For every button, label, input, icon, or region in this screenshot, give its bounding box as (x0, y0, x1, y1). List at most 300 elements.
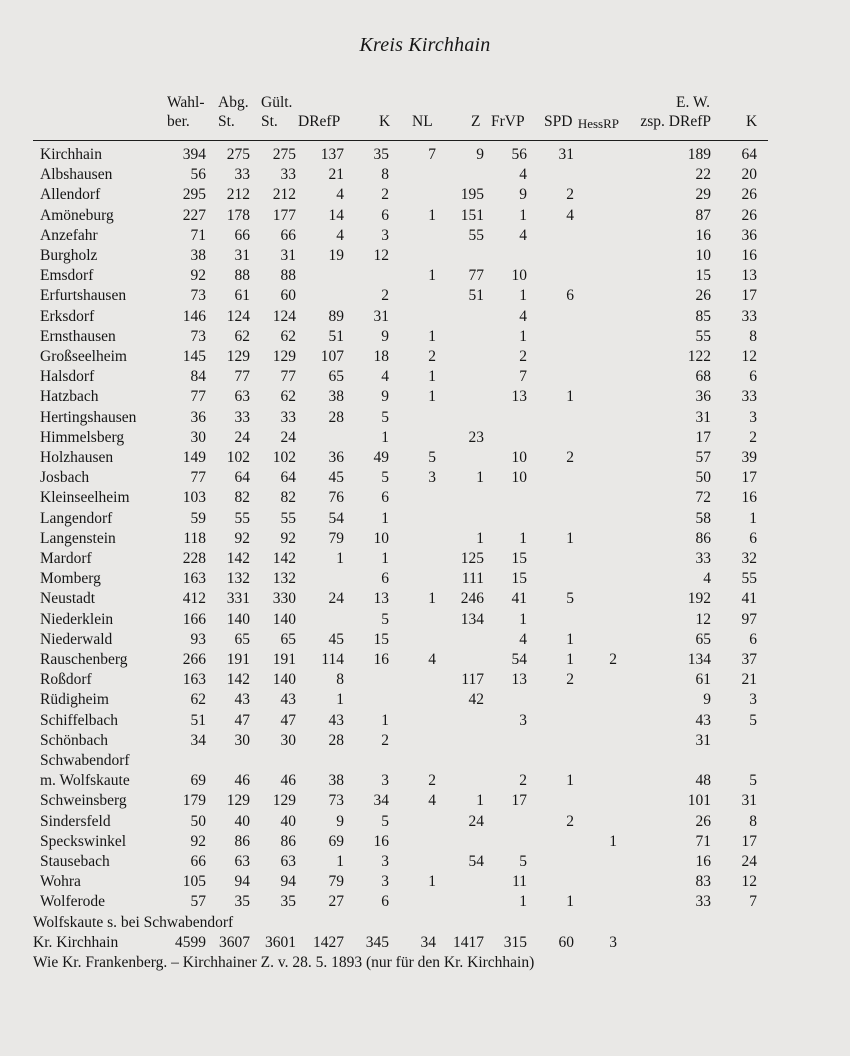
cell-value: 129 (226, 792, 250, 810)
cell-value: 36 (741, 226, 757, 244)
cell-value: 47 (234, 711, 250, 729)
cell-value: 45 (328, 469, 344, 487)
cell-value: 6 (381, 893, 389, 911)
row-name: Speckswinkel (40, 832, 127, 850)
cell-value: 84 (190, 368, 206, 386)
cell-value: 4 (428, 651, 436, 668)
cell-value: 142 (226, 550, 250, 567)
cell-value: 2 (566, 671, 574, 689)
cell-value: 32 (741, 550, 757, 567)
cell-value: 1 (519, 610, 527, 628)
cell-value: 65 (234, 630, 250, 648)
cell-value: 94 (234, 873, 250, 891)
cell-value: 16 (741, 489, 757, 507)
row-name: Ernsthausen (40, 327, 116, 345)
cell-value: 38 (190, 247, 206, 264)
cell-value: 49 (373, 449, 389, 466)
cell-value: 34 (190, 731, 206, 749)
cell-value: 189 (687, 146, 711, 163)
cell-value: 66 (280, 226, 296, 244)
cell-value: 1 (749, 509, 757, 527)
cell-value: 140 (272, 671, 296, 689)
cell-value: 191 (226, 651, 250, 668)
cell-value: 9 (703, 691, 711, 709)
row-name: Rüdigheim (40, 691, 109, 709)
row-name: Hertingshausen (40, 408, 137, 426)
cell-value: 27 (328, 893, 344, 911)
table-title: Kreis Kirchhain (359, 34, 491, 56)
row-name: Schiffelbach (40, 711, 119, 729)
cell-value: 31 (741, 792, 757, 810)
cell-value: 55 (468, 226, 484, 244)
cell-value: 122 (687, 348, 711, 365)
cell-value: 46 (280, 772, 296, 790)
row-name: Langenstein (40, 529, 116, 547)
cell-value: 82 (234, 489, 250, 507)
cell-value: 1 (336, 853, 344, 870)
cell-value: 137 (320, 146, 344, 163)
row-name: Emsdorf (40, 267, 94, 285)
cell-value: 55 (234, 509, 250, 527)
cell-value: 1 (566, 772, 574, 790)
cell-value: 77 (190, 388, 206, 406)
cell-value: 30 (190, 428, 206, 446)
cell-value: 1 (336, 691, 344, 709)
cell-value: 26 (695, 287, 711, 305)
cell-value: 295 (182, 186, 206, 204)
cell-value: 3 (749, 691, 757, 709)
cell-value: 3 (381, 873, 389, 891)
cell-value: 246 (460, 590, 484, 608)
row-name: Schwabendorf (40, 752, 130, 769)
cell-value: 8 (749, 327, 757, 345)
cell-value: 15 (695, 267, 711, 285)
cell-value: 64 (234, 469, 250, 487)
cell-value: 30 (280, 731, 296, 749)
cell-value: 5 (381, 469, 389, 487)
cell-value: 2 (609, 651, 617, 668)
cell-value: 36 (190, 408, 206, 426)
cell-value: 330 (272, 590, 296, 608)
cell-value: 33 (234, 408, 250, 426)
cell-value: 2 (519, 772, 527, 790)
cell-value: 7 (519, 368, 527, 386)
cell-value: 31 (373, 307, 389, 325)
cell-value: 191 (272, 651, 296, 668)
cell-value: 102 (272, 449, 296, 466)
cell-value: 6 (381, 489, 389, 507)
cell-value: 61 (234, 287, 250, 305)
cell-value: 6 (381, 570, 389, 588)
cell-value: 17 (511, 792, 527, 810)
cell-value: 94 (280, 873, 296, 891)
cell-value: 5 (381, 812, 389, 830)
total-value: 3601 (265, 933, 296, 951)
column-header: HessRP (577, 116, 619, 131)
cell-value: 58 (695, 509, 711, 527)
row-name: Amöneburg (40, 206, 114, 224)
row-name: Niederwald (40, 630, 113, 648)
column-header: K (379, 113, 391, 130)
column-header: E. W. (676, 94, 711, 111)
cell-value: 12 (741, 348, 757, 365)
row-name: Niederklein (40, 610, 114, 628)
cell-value: 33 (741, 307, 757, 325)
cell-value: 4 (519, 166, 527, 184)
cell-value: 31 (558, 146, 574, 163)
cell-value: 13 (373, 590, 389, 608)
cell-value: 4 (519, 226, 527, 244)
cell-value: 63 (280, 853, 296, 870)
row-name: Roßdorf (40, 671, 92, 689)
cell-value: 82 (280, 489, 296, 507)
cell-value: 2 (566, 812, 574, 830)
column-header: Gült. (261, 94, 293, 111)
cell-value: 331 (226, 590, 250, 608)
cell-value: 43 (234, 691, 250, 709)
cell-value: 38 (328, 772, 344, 790)
cell-value: 1 (519, 206, 527, 224)
cell-value: 4 (703, 570, 711, 588)
cell-value: 149 (182, 449, 206, 466)
column-header: Wahl- (167, 94, 205, 111)
total-value: 34 (420, 933, 436, 951)
cell-value: 51 (190, 711, 206, 729)
cell-value: 30 (234, 731, 250, 749)
cell-value: 134 (687, 651, 711, 668)
cell-value: 142 (272, 550, 296, 567)
row-name: Langendorf (40, 509, 113, 527)
total-value: 3607 (219, 933, 250, 951)
header-rule (33, 140, 768, 141)
cell-value: 11 (512, 873, 527, 891)
cell-value: 24 (328, 590, 344, 608)
cell-value: 102 (226, 449, 250, 466)
total-value: 315 (503, 933, 527, 951)
cell-value: 2 (566, 186, 574, 204)
cell-value: 114 (321, 651, 344, 668)
cell-value: 65 (328, 368, 344, 386)
cell-value: 51 (468, 287, 484, 305)
cell-value: 18 (373, 348, 389, 365)
column-header: St. (261, 113, 278, 130)
cell-value: 1 (336, 550, 344, 567)
cell-value: 3 (381, 772, 389, 790)
cell-value: 54 (468, 853, 484, 870)
cell-value: 66 (190, 853, 206, 870)
cell-value: 37 (741, 651, 757, 668)
cell-value: 1 (519, 327, 527, 345)
cell-value: 55 (695, 327, 711, 345)
cell-value: 2 (428, 348, 436, 365)
cell-value: 21 (741, 671, 757, 689)
column-header: DRefP (298, 113, 341, 130)
cell-value: 64 (280, 469, 296, 487)
cell-value: 57 (190, 893, 206, 911)
cell-value: 7 (749, 893, 757, 911)
row-name: Himmelsberg (40, 428, 125, 446)
cell-value: 61 (695, 671, 711, 689)
cell-value: 1 (381, 550, 389, 567)
cell-value: 16 (695, 853, 711, 870)
cell-value: 42 (468, 691, 484, 709)
cell-value: 77 (190, 469, 206, 487)
cell-value: 65 (280, 630, 296, 648)
cell-value: 62 (234, 327, 250, 345)
cell-value: 146 (182, 307, 206, 325)
row-name: Großseelheim (40, 348, 127, 365)
cell-value: 79 (328, 529, 344, 547)
cell-value: 2 (381, 287, 389, 305)
cell-value: 111 (461, 570, 484, 588)
cell-value: 13 (511, 388, 527, 406)
cell-value: 16 (741, 247, 757, 264)
cell-value: 50 (190, 812, 206, 830)
cell-value: 12 (741, 873, 757, 891)
total-value: 60 (558, 933, 574, 951)
cell-value: 79 (328, 873, 344, 891)
cell-value: 45 (328, 630, 344, 648)
cell-value: 195 (460, 186, 484, 204)
cell-value: 1 (428, 368, 436, 386)
cell-value: 50 (695, 469, 711, 487)
cell-value: 3 (381, 853, 389, 870)
total-value: 345 (365, 933, 389, 951)
cell-value: 125 (460, 550, 484, 567)
cell-value: 177 (272, 206, 296, 224)
cell-value: 6 (749, 630, 757, 648)
cell-value: 151 (460, 206, 484, 224)
row-name: Albshausen (40, 166, 113, 184)
cell-value: 394 (182, 146, 206, 163)
cell-value: 5 (381, 610, 389, 628)
row-name: Erksdorf (40, 307, 95, 325)
cell-value: 8 (381, 166, 389, 184)
cell-value: 68 (695, 368, 711, 386)
cell-value: 1 (381, 509, 389, 527)
row-name: Neustadt (40, 590, 96, 608)
cell-value: 412 (182, 590, 206, 608)
cell-value: 275 (272, 146, 296, 163)
cell-value: 38 (328, 388, 344, 406)
column-header: K (746, 113, 758, 130)
cell-value: 24 (468, 812, 484, 830)
cell-value: 192 (687, 590, 711, 608)
cell-value: 93 (190, 630, 206, 648)
cell-value: 86 (280, 832, 296, 850)
cell-value: 117 (461, 671, 484, 689)
cell-value: 60 (280, 287, 296, 305)
cell-value: 56 (511, 146, 527, 163)
cell-value: 5 (749, 772, 757, 790)
footnote: Wie Kr. Frankenberg. – Kirchhainer Z. v. 28. 5. 1893 (nur für den Kr. Kirchhain) (33, 954, 535, 971)
cell-value: 6 (566, 287, 574, 305)
cell-value: 17 (741, 287, 757, 305)
cell-value: 145 (182, 348, 206, 365)
cell-value: 41 (511, 590, 527, 608)
cell-value: 89 (328, 307, 344, 325)
cell-value: 69 (328, 832, 344, 850)
cell-value: 92 (190, 267, 206, 285)
cell-value: 1 (566, 529, 574, 547)
cell-value: 31 (695, 408, 711, 426)
cell-value: 62 (280, 388, 296, 406)
cell-value: 62 (280, 327, 296, 345)
cell-value: 6 (749, 529, 757, 547)
cell-value: 33 (234, 166, 250, 184)
cell-value: 2 (749, 428, 757, 446)
cell-value: 29 (695, 186, 711, 204)
cell-value: 83 (695, 873, 711, 891)
cell-value: 36 (328, 449, 344, 466)
cell-value: 118 (183, 529, 206, 547)
cell-value: 4 (428, 792, 436, 810)
cell-value: 73 (328, 792, 344, 810)
cell-value: 3 (519, 711, 527, 729)
cell-value: 51 (328, 327, 344, 345)
cell-value: 1 (566, 893, 574, 911)
row-name: Stausebach (40, 853, 110, 870)
cell-value: 31 (280, 247, 296, 264)
cell-value: 2 (381, 731, 389, 749)
cell-value: 92 (234, 529, 250, 547)
cell-value: 132 (226, 570, 250, 588)
cell-value: 4 (519, 307, 527, 325)
cell-value: 1 (566, 651, 574, 668)
cell-value: 5 (749, 711, 757, 729)
cell-value: 92 (190, 832, 206, 850)
total-name: Kr. Kirchhain (33, 933, 119, 951)
cell-value: 134 (460, 610, 484, 628)
cell-value: 4 (336, 186, 344, 204)
cell-value: 63 (234, 388, 250, 406)
cell-value: 8 (336, 671, 344, 689)
cell-value: 22 (695, 166, 711, 184)
row-name: Erfurtshausen (40, 287, 127, 305)
cell-value: 103 (182, 489, 206, 507)
cell-value: 20 (741, 166, 757, 184)
row-name: Hatzbach (40, 388, 99, 406)
cell-value: 129 (272, 792, 296, 810)
cell-value: 13 (741, 267, 757, 285)
cell-value: 3 (428, 469, 436, 487)
cell-value: 212 (272, 186, 296, 204)
cell-value: 36 (695, 388, 711, 406)
cell-value: 163 (182, 671, 206, 689)
cell-value: 1 (428, 267, 436, 285)
cell-value: 4 (381, 368, 389, 386)
cell-value: 28 (328, 731, 344, 749)
cell-value: 15 (511, 550, 527, 567)
cell-value: 88 (280, 267, 296, 285)
cell-value: 73 (190, 287, 206, 305)
cell-value: 26 (741, 186, 757, 204)
row-name: Anzefahr (40, 226, 98, 244)
row-name: Josbach (40, 469, 90, 487)
cell-value: 92 (280, 529, 296, 547)
cell-value: 1 (381, 711, 389, 729)
cell-value: 43 (280, 691, 296, 709)
cell-value: 124 (272, 307, 296, 325)
row-name: Holzhausen (40, 449, 114, 466)
cell-value: 14 (328, 206, 344, 224)
cell-value: 9 (381, 327, 389, 345)
cell-value: 10 (695, 247, 711, 264)
row-name: Allendorf (40, 186, 101, 204)
row-name: Burgholz (40, 247, 98, 264)
cell-value: 77 (468, 267, 484, 285)
cell-value: 88 (234, 267, 250, 285)
column-header: Abg. (218, 94, 249, 111)
cell-value: 1 (566, 388, 574, 406)
cell-value: 6 (749, 368, 757, 386)
cell-value: 1 (476, 792, 484, 810)
cell-value: 5 (381, 408, 389, 426)
column-header: Z (471, 113, 481, 130)
cell-value: 17 (741, 469, 757, 487)
cell-value: 1 (519, 287, 527, 305)
cell-value: 1 (566, 630, 574, 648)
cell-value: 2 (566, 449, 574, 466)
row-name: Wohra (40, 873, 81, 891)
cell-value: 40 (280, 812, 296, 830)
cell-value: 34 (373, 792, 389, 810)
cell-value: 41 (741, 590, 757, 608)
cell-value: 1 (476, 469, 484, 487)
cell-value: 228 (182, 550, 206, 567)
cell-value: 129 (272, 348, 296, 365)
column-header: ber. (167, 113, 190, 130)
cell-value: 15 (511, 570, 527, 588)
cell-value: 66 (234, 226, 250, 244)
cell-value: 71 (190, 226, 206, 244)
cell-value: 12 (695, 610, 711, 628)
cell-value: 55 (741, 570, 757, 588)
cell-value: 1 (428, 327, 436, 345)
cell-value: 33 (280, 166, 296, 184)
cell-value: 16 (695, 226, 711, 244)
cell-value: 124 (226, 307, 250, 325)
column-header: zsp. DRefP (640, 113, 711, 130)
cell-value: 31 (695, 731, 711, 749)
cell-value: 7 (428, 146, 436, 163)
cell-value: 9 (336, 812, 344, 830)
cell-value: 86 (695, 529, 711, 547)
cell-value: 35 (373, 146, 389, 163)
cell-value: 19 (328, 247, 344, 264)
cell-value: 43 (328, 711, 344, 729)
cell-value: 56 (190, 166, 206, 184)
cell-value: 140 (226, 610, 250, 628)
cell-value: 12 (373, 247, 389, 264)
cell-value: 9 (476, 146, 484, 163)
cell-value: 129 (226, 348, 250, 365)
row-name: Rauschenberg (40, 651, 128, 668)
cell-value: 24 (741, 853, 757, 870)
cell-value: 35 (280, 893, 296, 911)
cell-value: 46 (234, 772, 250, 790)
cell-value: 105 (182, 873, 206, 891)
cell-value: 107 (320, 348, 344, 365)
total-value: 4599 (175, 933, 206, 951)
cell-value: 212 (226, 186, 250, 204)
cell-value: 179 (182, 792, 206, 810)
cell-value: 1 (428, 206, 436, 224)
cell-value: 2 (428, 772, 436, 790)
cell-value: 6 (381, 206, 389, 224)
cell-value: 3 (749, 408, 757, 426)
row-name: Schweinsberg (40, 792, 127, 810)
